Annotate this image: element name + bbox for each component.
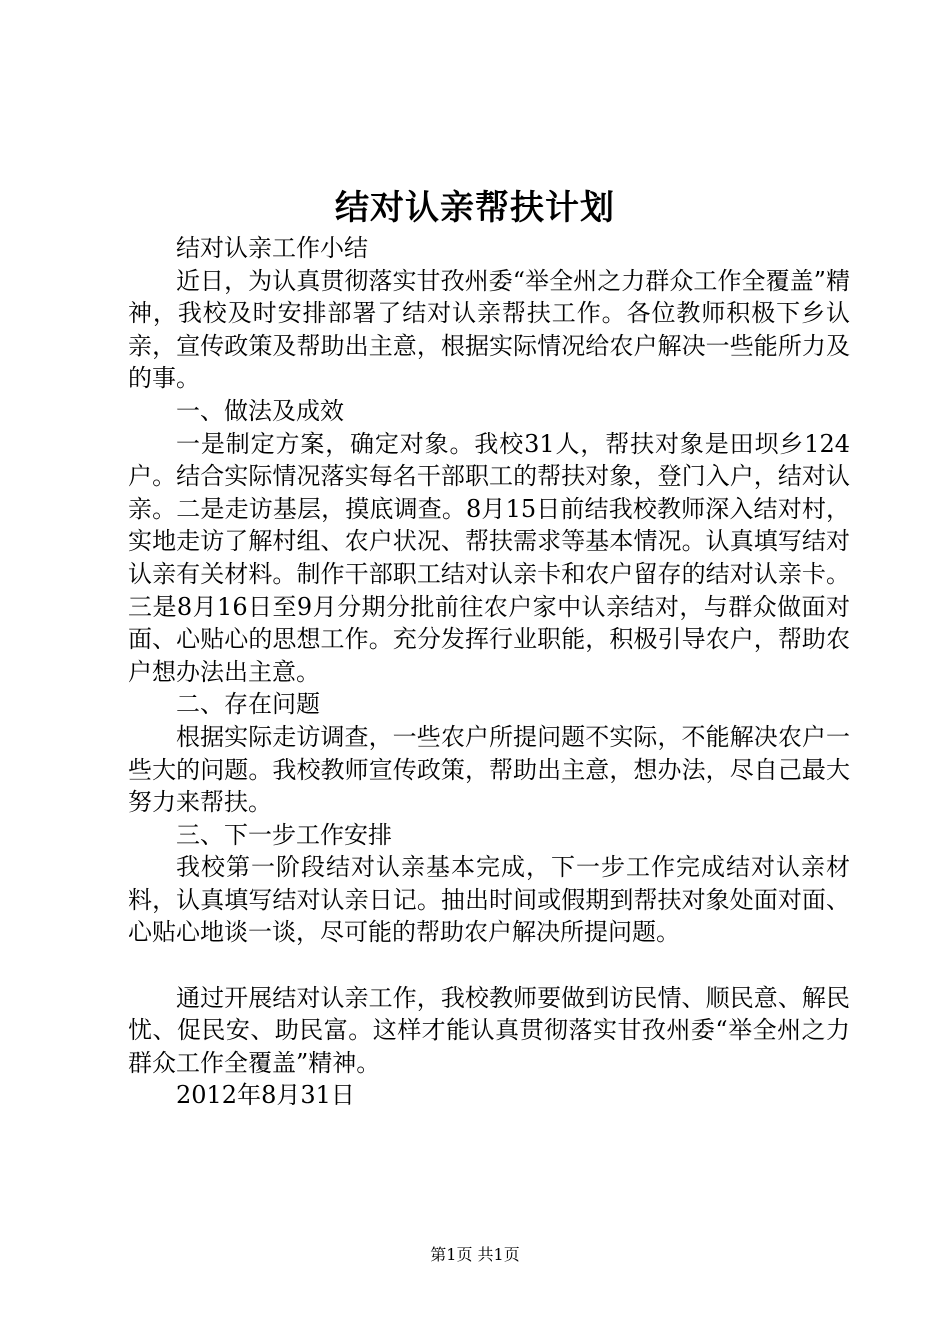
section-heading-problems: 二、存在问题 xyxy=(176,690,320,719)
blank-line xyxy=(128,949,850,982)
next-steps-paragraph: 我校第一阶段结对认亲基本完成，下一步工作完成结对认亲材料，认真填写结对认亲日记。抽出时间或假期到帮扶对象处面对面、心贴心地谈一谈，尽可能的帮助农户解决所提问题。 xyxy=(128,853,850,947)
section-heading-methods: 一、做法及成效 xyxy=(176,396,344,425)
date-line: 2012年8月31日 xyxy=(176,1081,355,1110)
conclusion-paragraph: 通过开展结对认亲工作，我校教师要做到访民情、顺民意、解民忧、促民安、助民富。这样才能认真贯彻落实甘孜州委“举全州之力群众工作全覆盖”精神。 xyxy=(128,983,850,1077)
document-title: 结对认亲帮扶计划 xyxy=(335,188,615,228)
problems-paragraph: 根据实际走访调查，一些农户所提问题不实际，不能解决农户一些大的问题。我校教师宣传政策，帮助出主意，想办法，尽自己最大努力来帮扶。 xyxy=(128,722,850,817)
methods-paragraph: 一是制定方案，确定对象。我校31人，帮扶对象是田坝乡124户。结合实际情况落实每名干部职工的帮扶对象，登门入户，结对认亲。二是走访基层，摸底调查。8月15日前结我校教师深入结对村，实地走访了解村组、农户状况、帮扶需求等基本情况。认真填写结对认亲有关材料。制作干部职工结对认亲卡和农户留存的结对认亲卡。三是8月16日至9月分期分批前往农户家中认亲结对，与群众做面对面、心贴心的思想工作。充分发挥行业职能，积极引导农户，帮助农户想办法出主意。 xyxy=(128,429,850,686)
section-heading-next-steps: 三、下一步工作安排 xyxy=(176,820,392,849)
document-body xyxy=(128,232,850,1112)
page-footer: 第1页 共1页 xyxy=(430,1245,520,1264)
subtitle-paragraph: 结对认亲工作小结 xyxy=(176,234,368,262)
intro-paragraph: 近日，为认真贯彻落实甘孜州委“举全州之力群众工作全覆盖”精神，我校及时安排部署了结对认亲帮扶工作。各位教师积极下乡认亲，宣传政策及帮助出主意，根据实际情况给农户解决一些能所力及的事。 xyxy=(128,266,850,393)
